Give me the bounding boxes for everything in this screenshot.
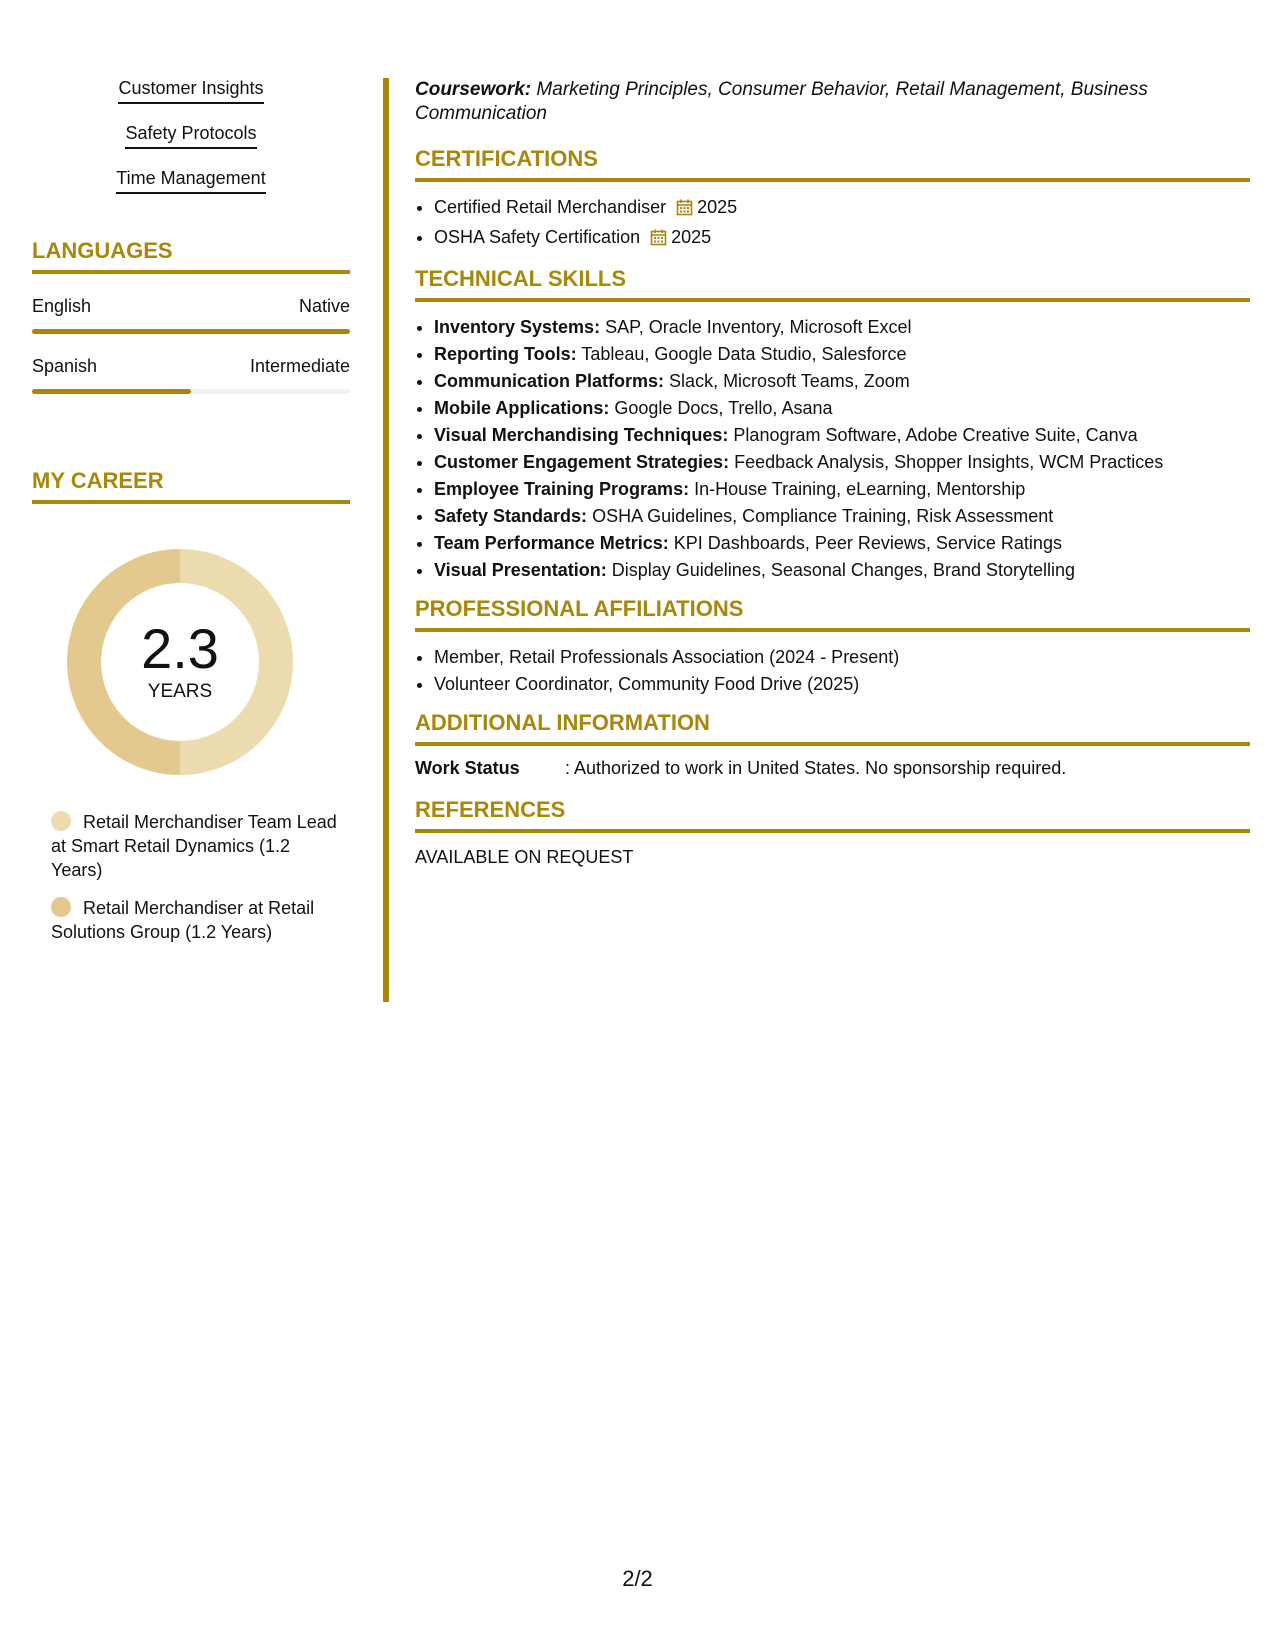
technical-skill-label: Communication Platforms: [434,371,665,391]
coursework-label: Coursework: [415,79,532,100]
additional-info-title: ADDITIONAL INFORMATION [415,710,1250,746]
technical-skill-item [434,422,1250,449]
technical-skills-title: TECHNICAL SKILLS [415,266,1250,302]
language-name: English [32,296,92,316]
technical-skill-item [434,503,1250,530]
technical-skill-item [434,557,1250,584]
skill-chip: Customer Insights [118,78,263,104]
technical-skill-item [434,341,1250,368]
technical-skill-label: Visual Presentation: [434,560,607,580]
certifications-title: CERTIFICATIONS [415,146,1250,182]
technical-skill-text: SAP, Oracle Inventory, Microsoft Excel [605,317,912,337]
technical-skill-item [434,395,1250,422]
certifications-list [415,194,1250,254]
technical-skill-label: Customer Engagement Strategies: [434,452,730,472]
column-divider [383,78,389,1002]
technical-skill-item [434,368,1250,395]
references-text: AVAILABLE ON REQUEST [415,847,634,867]
coursework [415,78,1250,126]
references-title: REFERENCES [415,797,1250,833]
technical-skill-item [434,476,1250,503]
career-total-value: 2.3 [141,617,219,680]
language-item [32,296,350,334]
technical-skill-text: OSHA Guidelines, Compliance Training, Risk Assessment [592,506,1054,526]
career-donut-chart [66,548,294,776]
page-number: 2/2 [622,1566,653,1591]
technical-skill-text: Slack, Microsoft Teams, Zoom [669,371,910,391]
certification-name: Certified Retail Merchandiser [434,197,667,217]
skills-list [32,78,350,194]
career-legend [51,810,350,944]
technical-skill-text: Planogram Software, Adobe Creative Suite, Canva [733,425,1138,445]
sidebar [32,78,350,958]
career-legend-label: Retail Merchandiser Team Lead at Smart Retail Dynamics (1.2 Years) [51,812,337,880]
technical-skill-label: Reporting Tools: [434,344,577,364]
work-status-row [415,758,1250,779]
technical-skill-label: Employee Training Programs: [434,479,690,499]
technical-skill-label: Safety Standards: [434,506,588,526]
language-name: Spanish [32,356,98,376]
work-status-label: Work Status [415,758,520,778]
certification-year: 2025 [697,197,738,217]
certification-item [434,194,1250,224]
technical-skill-label: Inventory Systems: [434,317,601,337]
certification-item [434,224,1250,254]
career-legend-label: Retail Merchandiser at Retail Solutions Group (1.2 Years) [51,898,315,942]
technical-skills-list [415,314,1250,584]
technical-skill-label: Team Performance Metrics: [434,533,669,553]
technical-skill-text: Display Guidelines, Seasonal Changes, Brand Storytelling [611,560,1076,580]
technical-skill-text: Google Docs, Trello, Asana [614,398,833,418]
languages-title: LANGUAGES [32,238,350,274]
technical-skill-item [434,530,1250,557]
affiliation-item: • Volunteer Coordinator, Community Food Drive (2025) [434,671,1250,698]
calendar-icon [650,227,667,254]
main-content [415,78,1250,868]
technical-skill-item [434,314,1250,341]
certification-name: OSHA Safety Certification [434,227,641,247]
career-total-unit: YEARS [147,681,213,702]
career-legend-item [51,810,350,882]
affiliation-item: • Member, Retail Professionals Association (2024 - Present) [434,644,1250,671]
certification-year: 2025 [671,227,712,247]
technical-skill-text: Tableau, Google Data Studio, Salesforce [581,344,907,364]
legend-dot-icon [51,897,71,917]
language-item [32,356,350,394]
skill-chip: Safety Protocols [125,123,256,149]
language-bar-fill [32,389,191,394]
affiliations-list [415,644,1250,698]
technical-skill-text: KPI Dashboards, Peer Reviews, Service Ratings [673,533,1062,553]
language-bar [32,329,350,334]
coursework-text: Marketing Principles, Consumer Behavior, Retail Management, Business Communication [415,79,1148,124]
affiliations-title: PROFESSIONAL AFFILIATIONS [415,596,1250,632]
calendar-icon [676,197,693,224]
career-title: MY CAREER [32,468,350,504]
technical-skill-label: Visual Merchandising Techniques: [434,425,729,445]
technical-skill-text: In-House Training, eLearning, Mentorship [694,479,1026,499]
skill-chip: Time Management [116,168,265,194]
technical-skill-text: Feedback Analysis, Shopper Insights, WCM Practices [734,452,1164,472]
language-level: Intermediate [249,356,350,376]
language-bar [32,389,350,394]
technical-skill-item [434,449,1250,476]
legend-dot-icon [51,811,71,831]
language-level: Native [298,296,350,316]
career-legend-item [51,896,350,944]
work-status-text: : Authorized to work in United States. No sponsorship required. [565,758,1067,778]
technical-skill-label: Mobile Applications: [434,398,610,418]
language-bar-fill [32,329,350,334]
